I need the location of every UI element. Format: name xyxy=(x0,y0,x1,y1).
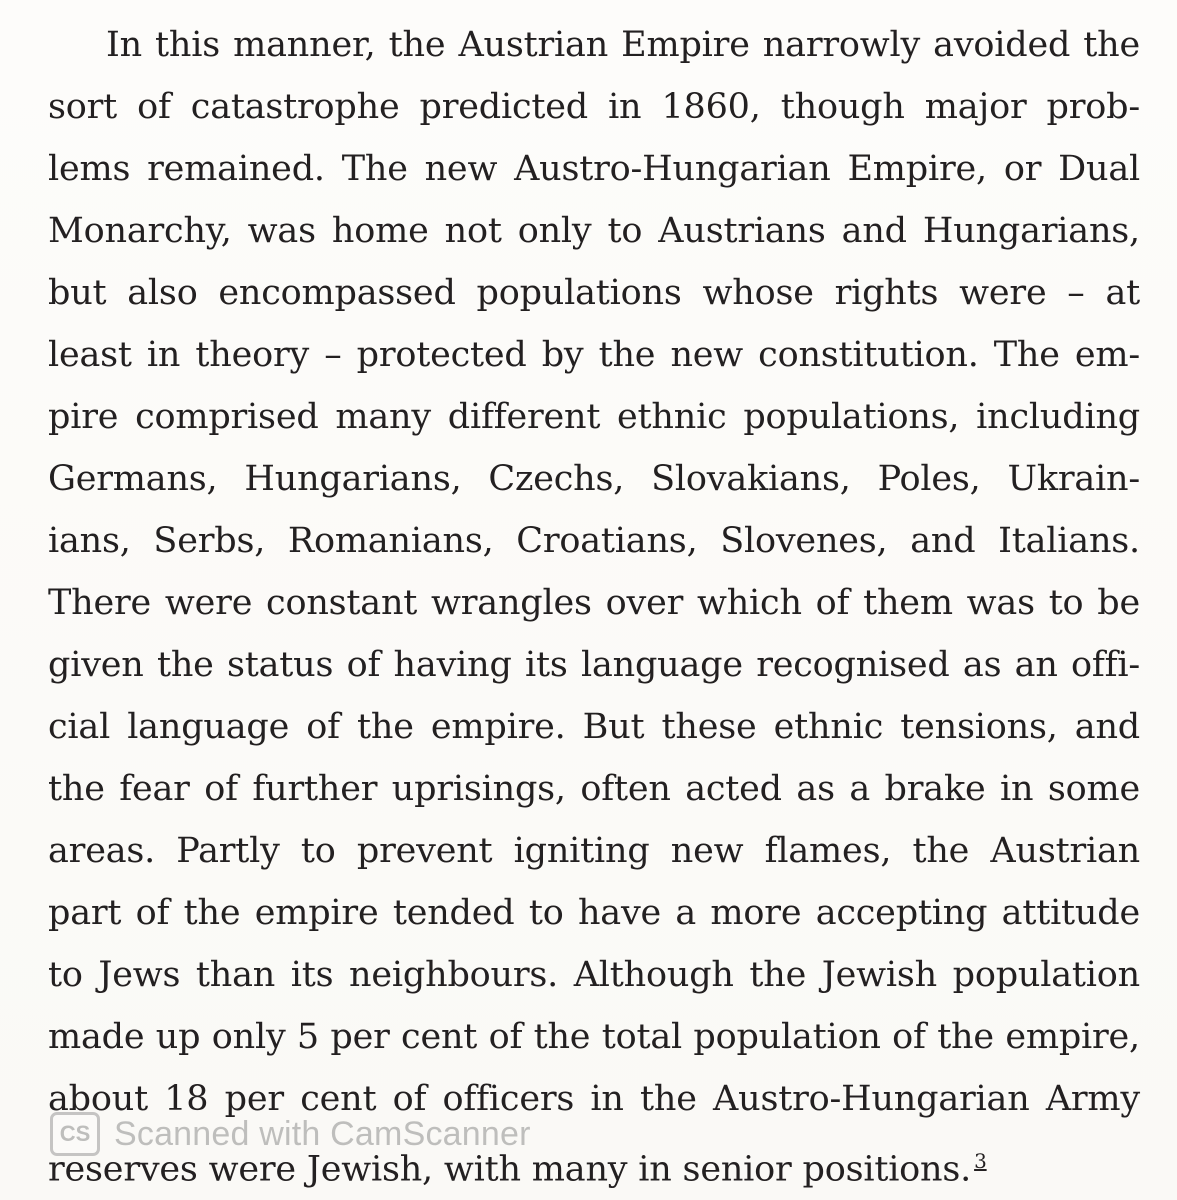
last-line-text: reserves were Jewish, with many in senior positions. xyxy=(48,1149,972,1190)
text-line: part of the empire tended to have a more accepting attitude xyxy=(48,893,1140,933)
text-line: In this manner, the Austrian Empire narrowly avoided the xyxy=(106,25,1140,65)
text-line: but also encompassed populations whose rights were – at xyxy=(48,273,1140,313)
text-line: the fear of further uprisings, often acted as a brake in some xyxy=(48,769,1140,809)
watermark-text: Scanned with CamScanner xyxy=(114,1114,531,1153)
text-line: areas. Partly to prevent igniting new flames, the Austrian xyxy=(48,831,1140,871)
text-line: Germans, Hungarians, Czechs, Slovakians, Poles, Ukrain- xyxy=(48,459,1140,499)
text-line: lems remained. The new Austro-Hungarian Empire, or Dual xyxy=(48,149,1140,189)
text-line: sort of catastrophe predicted in 1860, though major prob- xyxy=(48,87,1140,127)
text-line: given the status of having its language recognised as an offi- xyxy=(48,645,1140,685)
text-line: ians, Serbs, Romanians, Croatians, Slovenes, and Italians. xyxy=(48,521,1140,561)
footnote-link[interactable]: 3 xyxy=(974,1149,987,1173)
camscanner-logo-icon: CS xyxy=(50,1112,100,1156)
text-line: to Jews than its neighbours. Although the Jewish population xyxy=(48,955,1140,995)
text-line: pire comprised many different ethnic populations, including xyxy=(48,397,1140,437)
camscanner-watermark xyxy=(50,1112,531,1156)
text-line: cial language of the empire. But these ethnic tensions, and xyxy=(48,707,1140,747)
paragraph xyxy=(48,14,1140,1192)
text-line: about 18 per cent of officers in the Austro-Hungarian Army xyxy=(48,1079,1140,1119)
text-line: least in theory – protected by the new constitution. The em- xyxy=(48,335,1140,375)
text-line: made up only 5 per cent of the total population of the empire, xyxy=(48,1017,1140,1057)
text-line: Monarchy, was home not only to Austrians and Hungarians, xyxy=(48,211,1140,251)
text-line: There were constant wrangles over which of them was to be xyxy=(48,583,1140,623)
